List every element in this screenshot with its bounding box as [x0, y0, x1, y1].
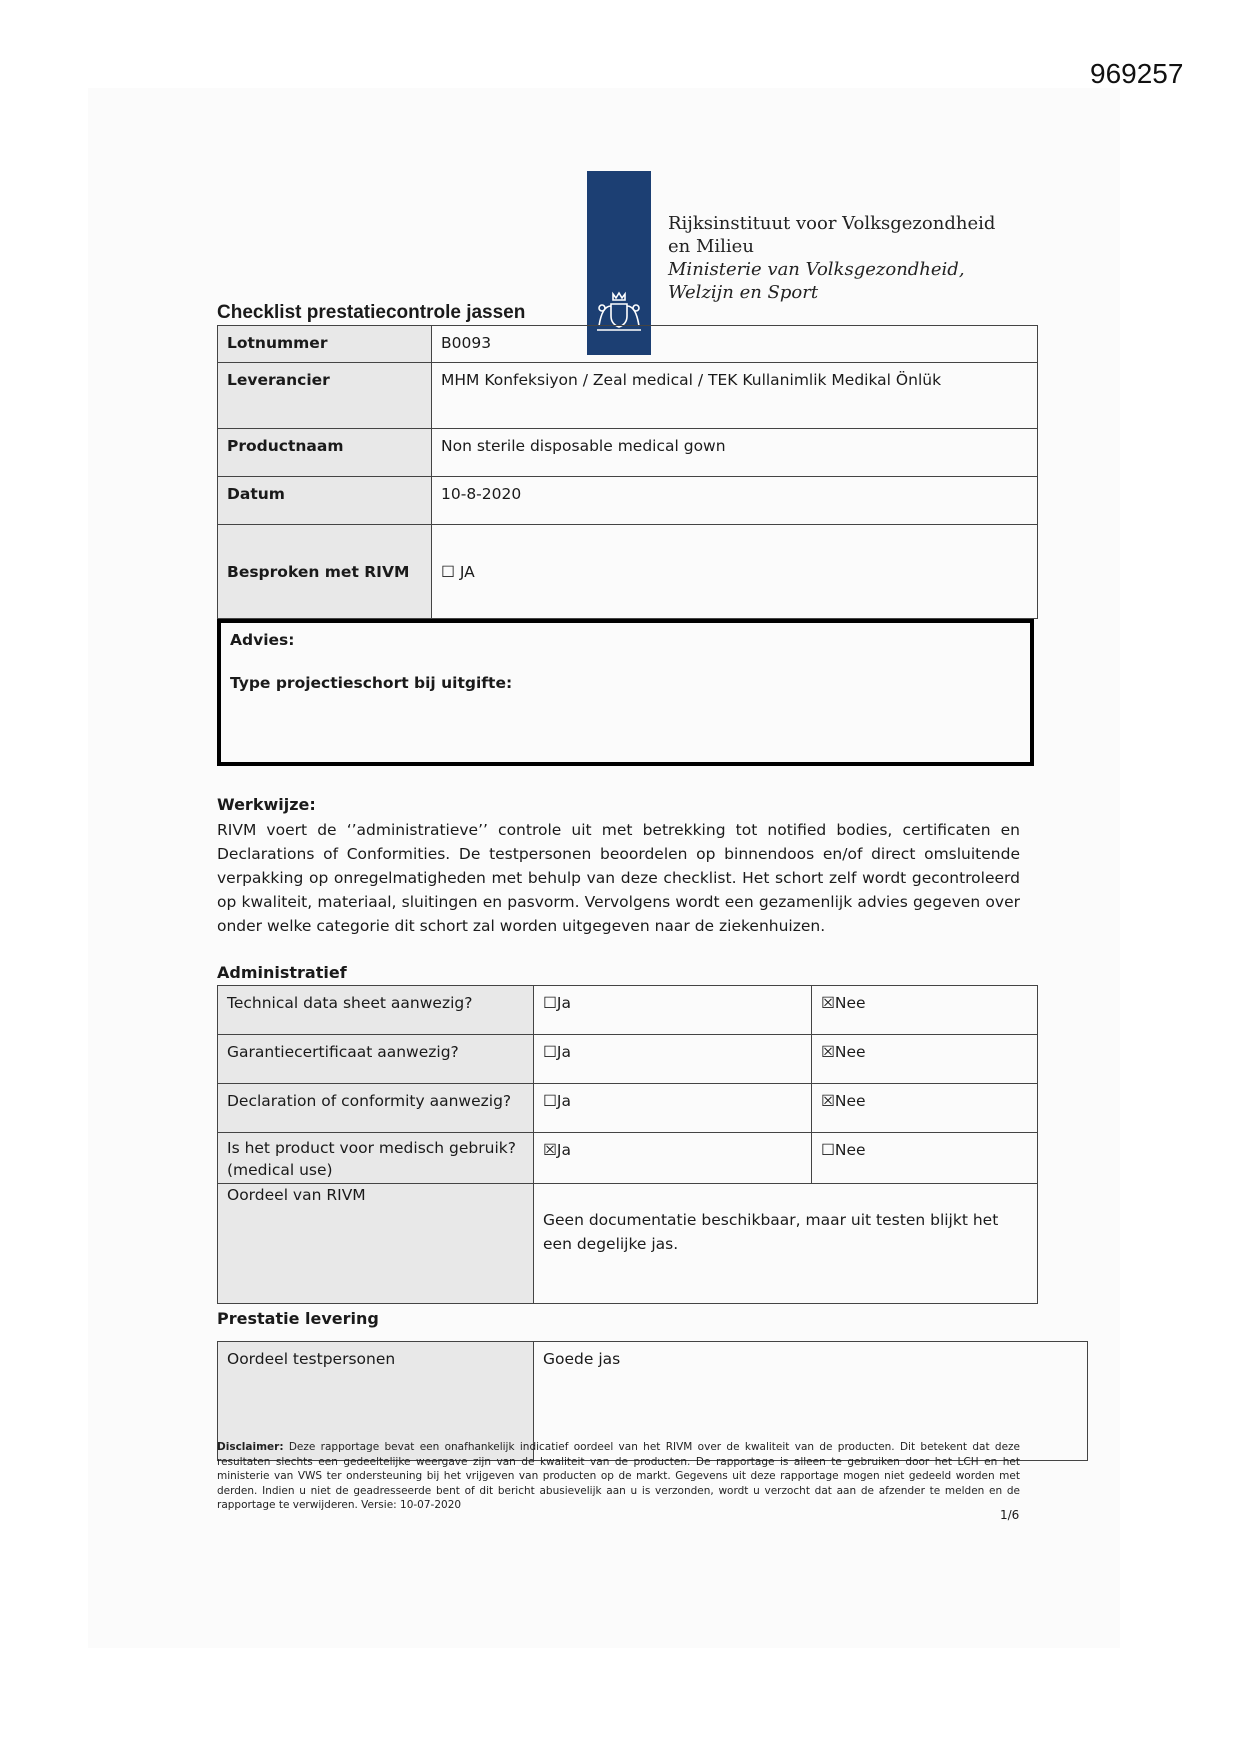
advice-box: [217, 619, 1034, 766]
document-id: 969257: [1090, 58, 1184, 89]
ja-cell: [534, 1084, 812, 1133]
table-row: [218, 525, 1038, 619]
ministry-line-1: Ministerie van Volksgezondheid,: [668, 259, 965, 280]
type-projectieschort-label: Type projectieschort bij uitgifte:: [230, 674, 513, 692]
datum-value: 10-8-2020: [432, 477, 1038, 525]
table-row: [218, 1133, 1038, 1184]
disclaimer-text: Deze rapportage bevat een onafhankelijk indicatief oordeel van het RIVM over de kwaliteit van de producten. Dit betekent dat deze resultaten slechts een gedeeltelijke weergave zijn van de kwaliteit van de producten. De rapportage is alleen te gebruiken door het LCH en het ministerie van VWS ter ondersteuning bij het vrijgeven van producten op de markt. Gegevens uit deze rapportage mogen niet gedeeld worden met derden. Indien u niet de geadresseerde bent of dit bericht abusievelijk aan u is verzonden, wordt u verzocht dat aan de afzender te melden en de rapportage te verwijderen. Versie: 10-07-2020: [217, 1441, 1020, 1511]
oordeel-rivm-value: Geen documentatie beschikbaar, maar uit testen blijkt het een degelijke jas.: [534, 1184, 1038, 1304]
nee-label: Nee: [834, 1043, 866, 1061]
checkbox-icon[interactable]: ☐: [543, 1092, 557, 1110]
org-line-1: Rijksinstituut voor Volksgezondheid: [668, 213, 996, 234]
werkwijze-heading: Werkwijze:: [217, 795, 316, 814]
leverancier-value: MHM Konfeksiyon / Zeal medical / TEK Kullanimlik Medikal Önlük: [432, 363, 1038, 429]
checkbox-icon[interactable]: ☐: [821, 1141, 835, 1159]
checkbox-icon[interactable]: ☐: [543, 1043, 557, 1061]
question-cell: Declaration of conformity aanwezig?: [218, 1084, 534, 1133]
ja-label: Ja: [556, 994, 571, 1012]
ministry-line-2: Welzijn en Sport: [668, 282, 819, 303]
disclaimer: [217, 1440, 1020, 1513]
question-cell: Garantiecertificaat aanwezig?: [218, 1035, 534, 1084]
checked-checkbox-icon[interactable]: ☒: [821, 994, 835, 1012]
nee-label: Nee: [834, 1092, 866, 1110]
table-row: [218, 363, 1038, 429]
table-row: [218, 1035, 1038, 1084]
organisation-name: [668, 212, 995, 304]
administratief-table: [217, 985, 1038, 1304]
oordeel-testpersonen-value: Goede jas: [534, 1342, 1088, 1461]
table-row: [218, 1084, 1038, 1133]
ja-cell: [534, 1035, 812, 1084]
checked-checkbox-icon[interactable]: ☒: [543, 1141, 557, 1159]
nee-cell: [812, 1035, 1038, 1084]
table-row: [218, 986, 1038, 1035]
productnaam-label: Productnaam: [218, 429, 432, 477]
lotnummer-value: B0093: [432, 326, 1038, 363]
page-number: 1/6: [1000, 1508, 1020, 1522]
datum-label: Datum: [218, 477, 432, 525]
nee-cell: [812, 1084, 1038, 1133]
ja-label: Ja: [556, 1141, 571, 1159]
disclaimer-label: Disclaimer:: [217, 1441, 284, 1453]
checked-checkbox-icon[interactable]: ☒: [821, 1043, 835, 1061]
ja-label: Ja: [556, 1043, 571, 1061]
table-row: [218, 477, 1038, 525]
table-row: [218, 429, 1038, 477]
lotnummer-label: Lotnummer: [218, 326, 432, 363]
ja-cell: [534, 1133, 812, 1184]
checkbox-icon[interactable]: ☐: [543, 994, 557, 1012]
besproken-value: JA: [459, 562, 475, 581]
table-row: [218, 326, 1038, 363]
nee-cell: [812, 1133, 1038, 1184]
advies-label: Advies:: [230, 631, 295, 649]
ja-cell: [534, 986, 812, 1035]
besproken-cell: [432, 525, 1038, 619]
werkwijze-text: RIVM voert de ‘’administratieve’’ controle uit met betrekking tot notified bodies, certificaten en Declarations of Conformities. De testpersonen beoordelen op binnendoos en/of direct omsluitende verpakking op onregelmatigheden met behulp van deze checklist. Het schort zelf wordt gecontroleerd op kwaliteit, materiaal, sluitingen en pasvorm. Vervolgens wordt een gezamenlijk advies gegeven over onder welke categorie dit schort zal worden uitgegeven naar de ziekenhuizen.: [217, 821, 1020, 935]
prestatie-heading: Prestatie levering: [217, 1309, 379, 1328]
table-row: [218, 1184, 1038, 1304]
leverancier-label: Leverancier: [218, 363, 432, 429]
question-cell: Is het product voor medisch gebruik? (medical use): [218, 1133, 534, 1184]
administratief-heading: Administratief: [217, 963, 347, 982]
document-title: Checklist prestatiecontrole jassen: [217, 302, 526, 323]
info-table: [217, 325, 1038, 619]
nee-label: Nee: [834, 1141, 866, 1159]
nee-label: Nee: [834, 994, 866, 1012]
ja-label: Ja: [556, 1092, 571, 1110]
besproken-label: Besproken met RIVM: [218, 525, 432, 619]
checked-checkbox-icon[interactable]: ☒: [821, 1092, 835, 1110]
productnaam-value: Non sterile disposable medical gown: [432, 429, 1038, 477]
org-line-2: en Milieu: [668, 236, 754, 257]
question-cell: Technical data sheet aanwezig?: [218, 986, 534, 1035]
checkbox-icon[interactable]: ☐: [441, 562, 455, 581]
oordeel-testpersonen-label: Oordeel testpersonen: [218, 1342, 534, 1461]
nee-cell: [812, 986, 1038, 1035]
oordeel-rivm-label: Oordeel van RIVM: [218, 1184, 534, 1304]
